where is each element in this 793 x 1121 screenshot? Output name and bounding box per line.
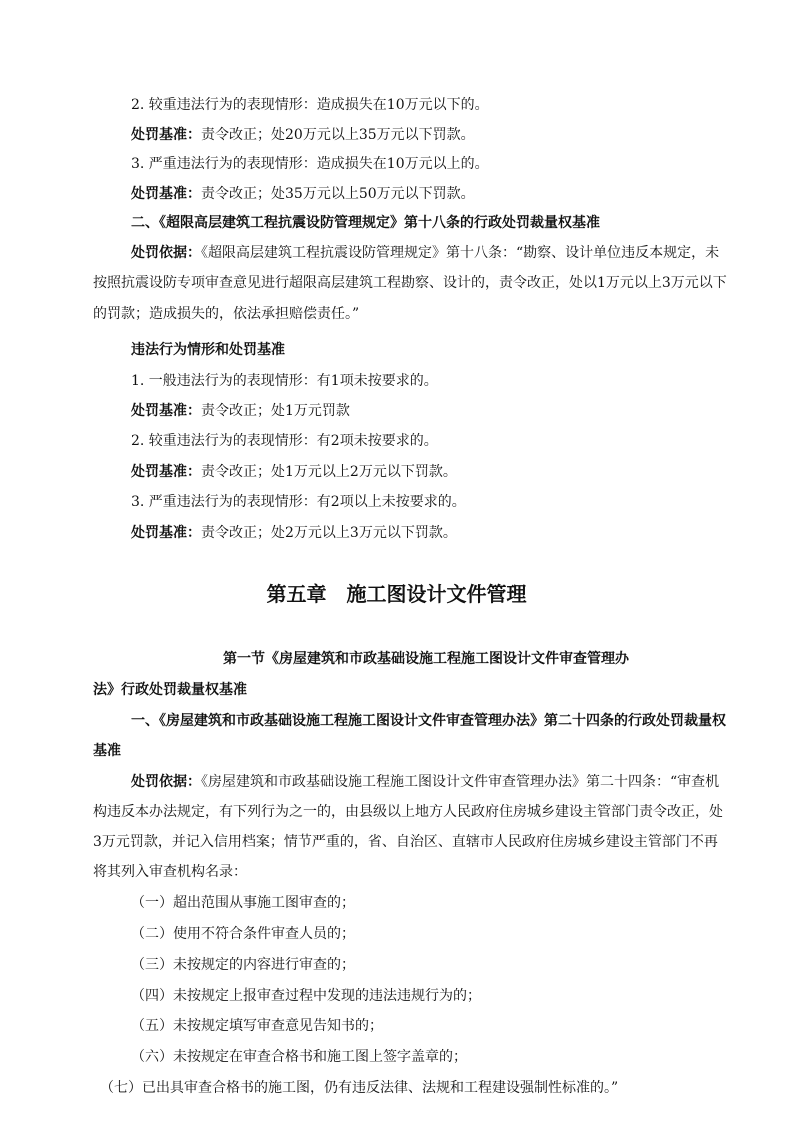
section-heading: 一、《房屋建筑和市政基础设施工程施工图设计文件审查管理办法》第二十四条的行政处罚裁量权 — [131, 713, 726, 729]
text-line: 按照抗震设防专项审查意见进行超限高层建筑工程勘察、设计的，责令改正，处以1万元以上3万元以下 — [93, 275, 727, 291]
text-line: 处罚基准：责令改正；处35万元以上50万元以下罚款。 — [131, 186, 475, 202]
chapter-title: 第五章 施工图设计文件管理 — [266, 582, 527, 606]
text-line: 1. 一般违法行为的表现情形：有1项未按要求的。 — [131, 373, 438, 389]
subheading: 违法行为情形和处罚基准 — [131, 342, 285, 358]
text-line: 处罚依据：《超限高层建筑工程抗震设防管理规定》第十八条：“勘察、设计单位违反本规定，未 — [131, 245, 720, 261]
section-title: 第一节《房屋建筑和市政基础设施工程施工图设计文件审查管理办 — [223, 651, 629, 667]
list-item: （四）未按规定上报审查过程中发现的违法违规行为的； — [131, 988, 481, 1004]
text-line: 2. 较重违法行为的表现情形：造成损失在10万元以下的。 — [131, 97, 489, 113]
text-line: 处罚依据：《房屋建筑和市政基础设施工程施工图设计文件审查管理办法》第二十四条：“审查机 — [131, 774, 720, 790]
text-line: 将其列入审查机构名录： — [93, 864, 247, 880]
text-line: 3. 严重违法行为的表现情形：有2项以上未按要求的。 — [131, 494, 466, 510]
section-title: 法》行政处罚裁量权基准 — [93, 682, 247, 698]
text-line: 处罚基准：责令改正；处20万元以上35万元以下罚款。 — [131, 127, 475, 143]
section-heading: 基准 — [93, 743, 121, 759]
list-item: （六）未按规定在审查合格书和施工图上签字盖章的； — [131, 1049, 467, 1065]
list-item: （一）超出范围从事施工图审查的； — [131, 895, 355, 911]
list-item: （五）未按规定填写审查意见告知书的； — [131, 1018, 383, 1034]
list-item: （二）使用不符合条件审查人员的； — [131, 926, 355, 942]
text-line: 3万元罚款，并记入信用档案；情节严重的，省、自治区、直辖市人民政府住房城乡建设主管部门不再 — [93, 834, 718, 850]
list-item: （三）未按规定的内容进行审查的； — [131, 957, 355, 973]
text-line: 构违反本办法规定，有下列行为之一的，由县级以上地方人民政府住房城乡建设主管部门责令改正，处 — [93, 804, 723, 820]
text-line: 处罚基准：责令改正；处1万元以上2万元以下罚款。 — [131, 464, 457, 480]
text-line: 处罚基准：责令改正；处1万元罚款 — [131, 403, 350, 419]
text-line: 处罚基准：责令改正；处2万元以上3万元以下罚款。 — [131, 525, 457, 541]
text-line: 3. 严重违法行为的表现情形：造成损失在10万元以上的。 — [131, 156, 489, 172]
section-heading: 二、《超限高层建筑工程抗震设防管理规定》第十八条的行政处罚裁量权基准 — [131, 215, 600, 231]
list-item: （七）已出具审查合格书的施工图，仍有违反法律、法规和工程建设强制性标准的。” — [100, 1080, 619, 1096]
text-line: 2. 较重违法行为的表现情形：有2项未按要求的。 — [131, 433, 438, 449]
text-line: 的罚款；造成损失的，依法承担赔偿责任。” — [93, 306, 360, 322]
